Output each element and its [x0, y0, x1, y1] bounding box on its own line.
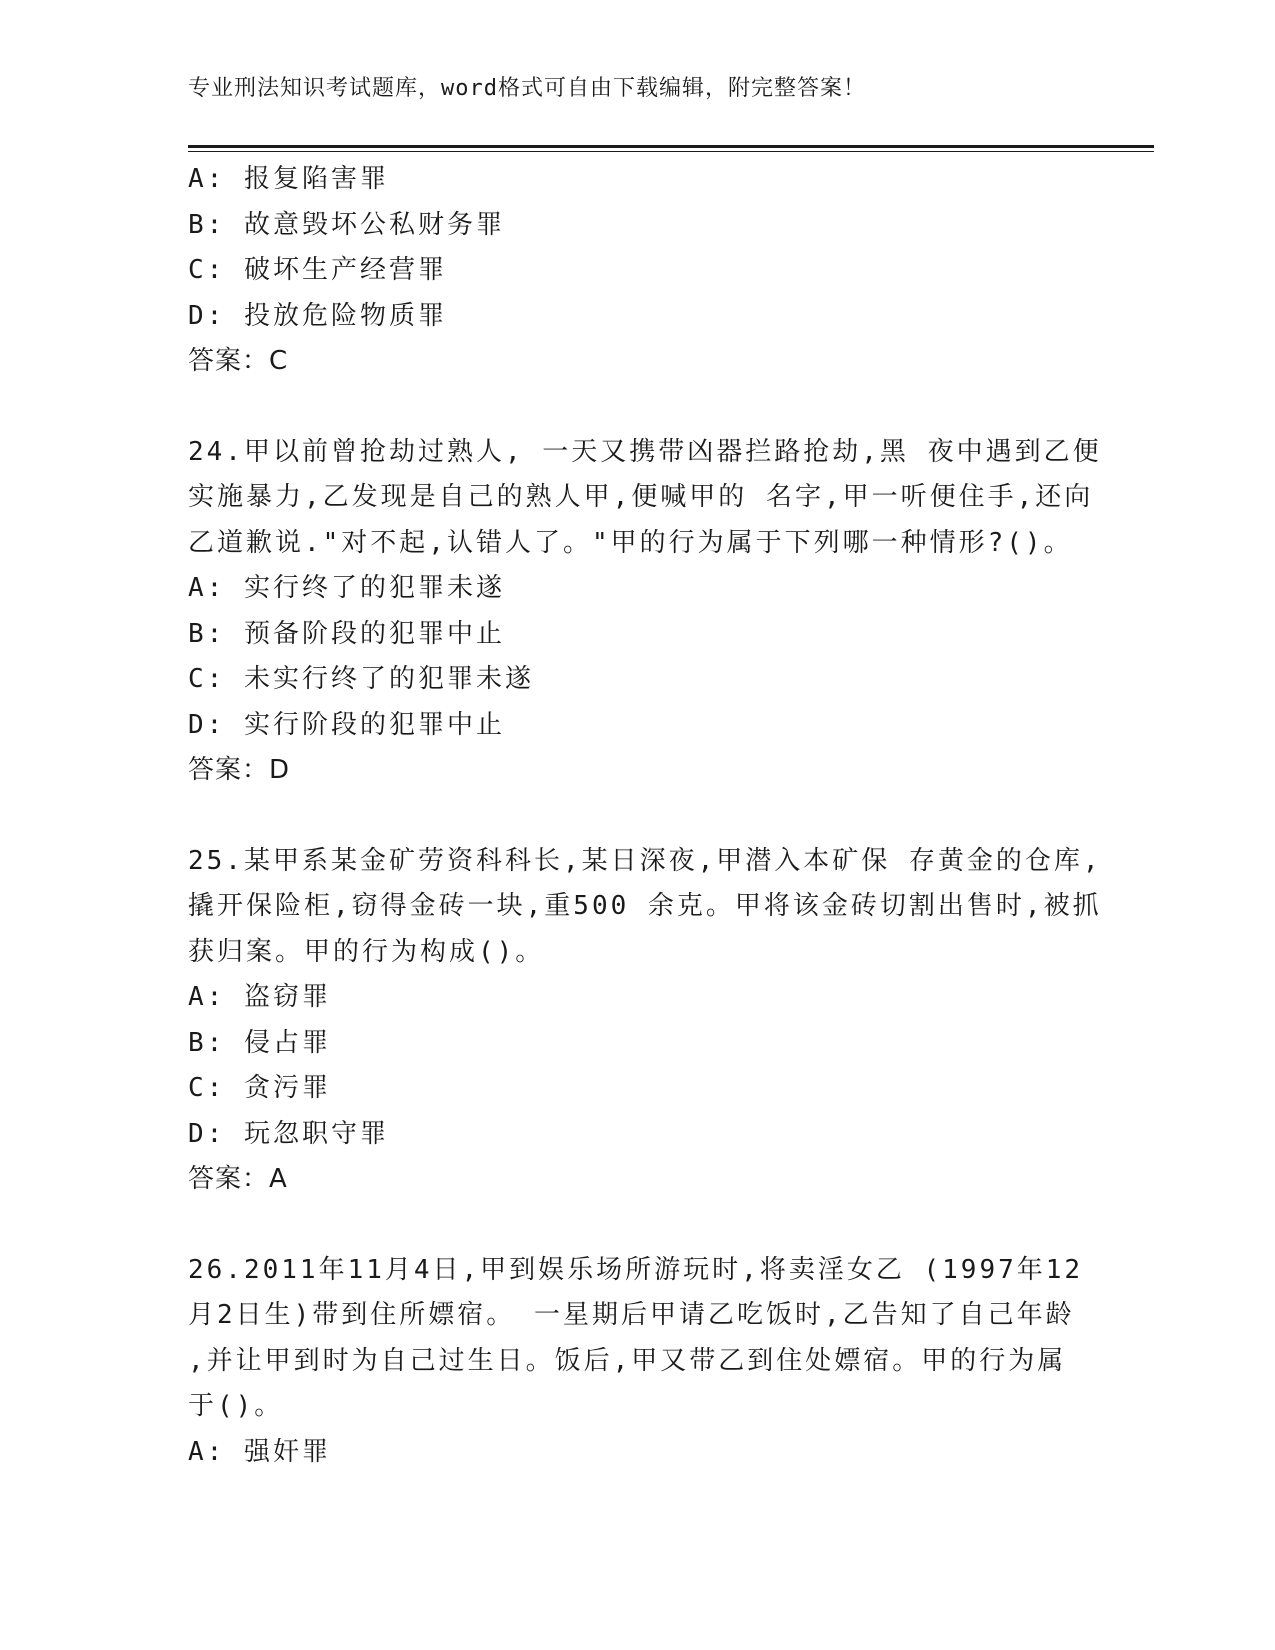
question-stem-line: 乙道歉说."对不起,认错人了。"甲的行为属于下列哪一种情形?()。: [188, 527, 1073, 558]
question-stem-line: 撬开保险柜,窃得金砖一块,重500 余克。甲将该金砖切割出售时,被抓: [188, 891, 1102, 921]
question-stem-line: 26.2011年11月4日,甲到娱乐场所游玩时,将卖淫女乙 (1997年12: [188, 1254, 1084, 1285]
header-rule-thin: [188, 151, 1154, 152]
option-a: A: 实行终了的犯罪未遂: [188, 573, 505, 603]
document-body: [188, 157, 1102, 1475]
option-d: D: 实行阶段的犯罪中止: [188, 709, 505, 740]
question-23-tail: [188, 157, 1088, 385]
option-b: B: 故意毁坏公私财务罪: [188, 209, 505, 240]
header-rule-thick: [188, 145, 1154, 148]
answer: 答案：D: [188, 755, 291, 785]
question-stem-line: 获归案。甲的行为构成()。: [188, 936, 545, 967]
question-stem-line: 月2日生)带到住所嫖宿。 一星期后甲请乙吃饭时,乙告知了自己年龄: [188, 1300, 1075, 1330]
question-26: [188, 1248, 1088, 1476]
option-c: C: 贪污罪: [188, 1073, 331, 1103]
option-c: C: 破坏生产经营罪: [188, 255, 447, 285]
option-b: B: 预备阶段的犯罪中止: [188, 618, 505, 649]
question-24: [188, 430, 1102, 794]
option-a: A: 盗窃罪: [188, 982, 331, 1012]
question-stem-line: 25.某甲系某金矿劳资科科长,某日深夜,甲潜入本矿保 存黄金的仓库,: [188, 845, 1102, 876]
question-stem-line: 24.甲以前曾抢劫过熟人, 一天又携带凶器拦路抢劫,黑 夜中遇到乙便: [188, 436, 1102, 467]
option-a: A: 强奸罪: [188, 1436, 331, 1467]
option-c: C: 未实行终了的犯罪未遂: [188, 664, 534, 694]
question-stem-line: ,并让甲到时为自己过生日。饭后,甲又带乙到住处嫖宿。甲的行为属: [188, 1345, 1067, 1376]
answer: 答案：A: [188, 1164, 288, 1194]
option-b: B: 侵占罪: [188, 1027, 331, 1058]
option-d: D: 投放危险物质罪: [188, 300, 447, 331]
question-stem-line: 实施暴力,乙发现是自己的熟人甲,便喊甲的 名字,甲一听便住手,还向: [188, 482, 1094, 512]
option-d: D: 玩忽职守罪: [188, 1118, 389, 1149]
question-stem-line: 于()。: [188, 1391, 284, 1421]
option-a: A: 报复陷害罪: [188, 164, 389, 194]
answer: 答案：C: [188, 346, 289, 376]
question-25: [188, 839, 1102, 1203]
page-header: 专业刑法知识考试题库，word格式可自由下载编辑，附完整答案！: [188, 76, 866, 101]
